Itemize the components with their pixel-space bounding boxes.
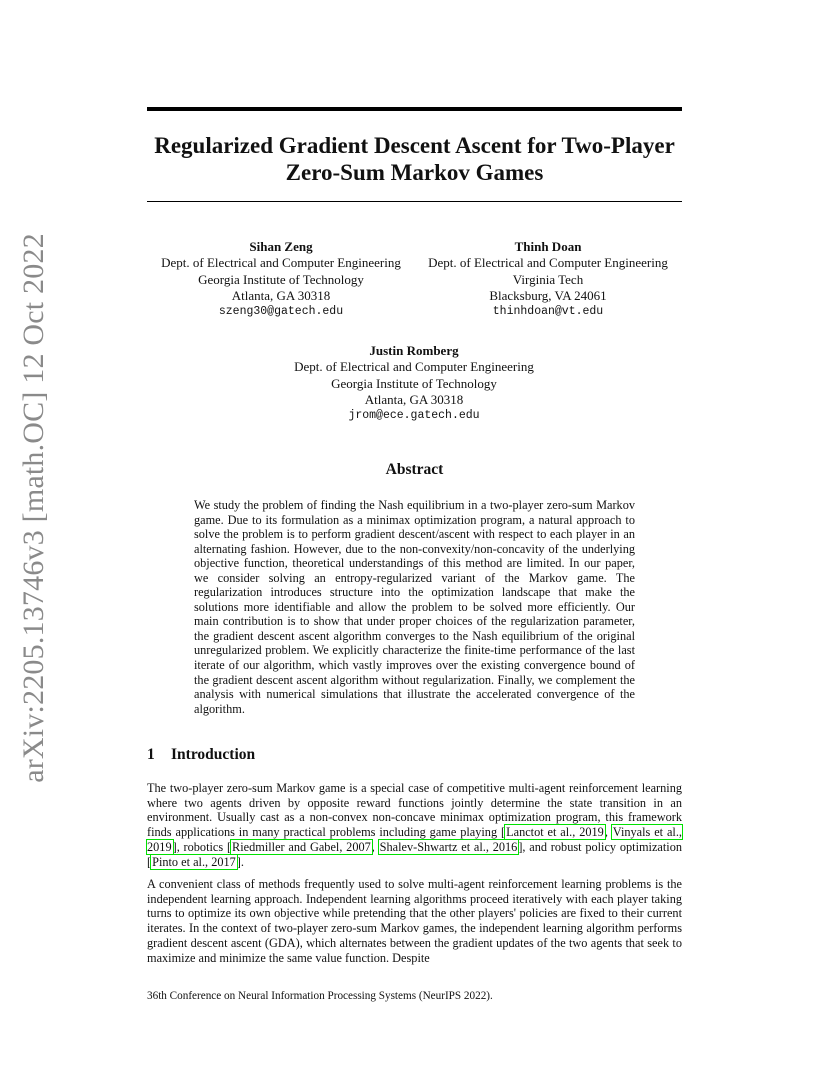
text-run: , [604,825,612,840]
author-block-3 [264,343,564,424]
citation-link[interactable]: Lanctot et al., 2019 [506,825,604,840]
text-run: The two-player zero-sum Markov game is a special case of competitive multi-agent reinforcement learning where two agents driven by opposite reward functions jointly determine the state transition in an environment. Usually cast as a non-convex non-concave minimax optimization program, this framework finds applications in many practical problems including game playing [ [147,781,682,840]
text-run: ]. [236,854,244,869]
author-email[interactable]: thinhdoan@vt.edu [492,305,604,319]
intro-paragraph-2: A convenient class of methods frequently used to solve multi-agent reinforcement learning problems is the independent learning approach. Independent learning algorithms proceed iteratively with each player taking turns to optimize its own objective while pretending that the other players' policies are fixed to their current iterates. In the context of two-player zero-sum Markov games, the independent learning algorithm performs gradient descent ascent (GDA), which alternates between the gradient updates of the two agents that seek to maximize and minimize the same value function. Despite [147,877,682,965]
author-institution: Virginia Tech [512,271,584,287]
author-dept: Dept. of Electrical and Computer Engineering [294,359,534,375]
abstract-text: We study the problem of finding the Nash equilibrium in a two-player zero-sum Markov game. Due to its formulation as a minimax optimization program, a natural approach to solve the problem is to perform gradient descent/ascent with respect to each player in an alternating fashion. However, due to the non-convexity/non-concavity of the underlying objective function, theoretical understandings of this method are limited. In our paper, we consider solving an entropy-regularized variant of the Markov game. The regularization introduces structure into the optimization landscape that make the solutions more identifiable and allow the problem to be solved more efficiently. Our main contribution is to show that under proper choices of the regularization parameter, the gradient descent ascent algorithm converges to the Nash equilibrium of the original unregularized problem. We explicitly characterize the finite-time performance of the last iterate of our algorithm, which vastly improves over the existing convergence bound of the gradient descent ascent algorithm without regularization. Finally, we complement the analysis with numerical simulations that illustrate the accelerated convergence of the algorithm. [194,498,635,716]
section-number: 1 [147,746,155,763]
author-block-2 [415,239,681,320]
intro-paragraph-1 [147,781,682,869]
author-name: Justin Romberg [369,343,459,358]
arxiv-stamp [14,233,54,783]
author-email[interactable]: szeng30@gatech.edu [218,305,344,319]
text-run: ], robotics [ [172,839,232,854]
author-location: Atlanta, GA 30318 [364,391,464,407]
citation-link[interactable]: Pinto et al., 2017 [152,854,236,869]
title-bottom-rule [147,201,682,202]
author-location: Atlanta, GA 30318 [231,287,331,303]
author-email[interactable]: jrom@ece.gatech.edu [348,409,480,423]
author-dept: Dept. of Electrical and Computer Engineering [161,255,401,271]
author-name: Thinh Doan [514,239,582,254]
author-location: Blacksburg, VA 24061 [489,287,607,303]
citation-link[interactable]: Vinyals et al., 2019 [147,825,682,854]
author-institution: Georgia Institute of Technology [198,271,364,287]
citation-link[interactable]: Shalev-Shwartz et al., 2016 [379,839,518,854]
section-heading-introduction [147,746,255,764]
text-run: , [371,839,379,854]
text-run: ], and robust policy optimization [ [147,839,683,869]
author-name: Sihan Zeng [249,239,313,254]
abstract-heading: Abstract [385,461,444,478]
title-top-rule [147,107,682,111]
citation-link[interactable]: Riedmiller and Gabel, 2007 [232,839,371,854]
author-institution: Georgia Institute of Technology [331,375,497,391]
author-block-1 [148,239,414,320]
arxiv-stamp-text: arXiv:2205.13746v3 [math.OC] 12 Oct 2022 [17,233,50,783]
conference-footnote: 36th Conference on Neural Information Processing Systems (NeurIPS 2022). [147,990,493,1002]
section-title: Introduction [171,746,256,763]
paper-title: Regularized Gradient Descent Ascent for Two-Player Zero-Sum Markov Games [154,133,675,185]
author-dept: Dept. of Electrical and Computer Engineering [428,255,668,271]
